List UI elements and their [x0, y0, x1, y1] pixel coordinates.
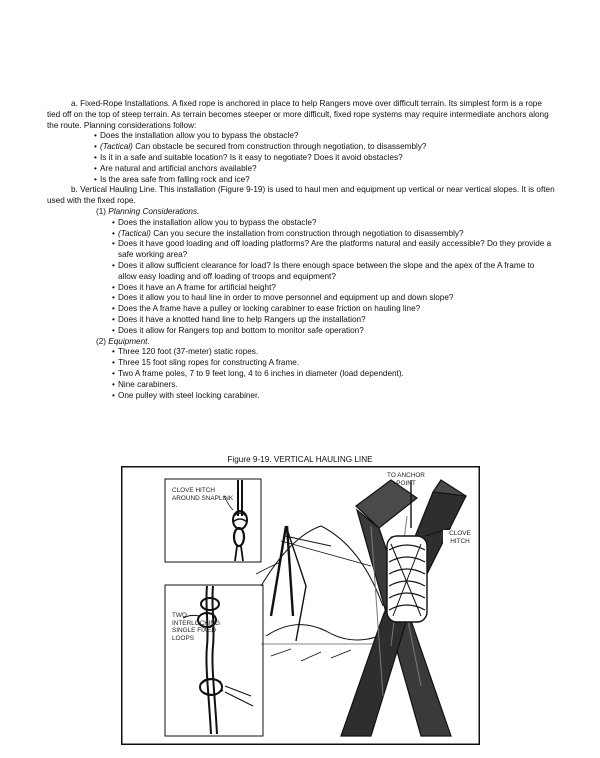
list-item: • Does it allow sufficient clearance for load? Is there enough space between the slope and the apex of the A frame to allow easy loading and off loading of troops and equipment? [112, 261, 555, 283]
section-a-bullets [47, 131, 555, 185]
list-item: • Two A frame poles, 7 to 9 feet long, 4 to 6 inches in diameter (load dependent). [112, 369, 555, 380]
label-clove-hitch-snaplink: CLOVE HITCH AROUND SNAPLINK [172, 487, 234, 502]
list-item: • (Tactical) Can obstacle be secured from construction through negotiation, to disassembly? [94, 142, 555, 153]
equipment-bullets [47, 347, 555, 401]
body-text [47, 99, 555, 401]
figure-caption: Figure 9-19. VERTICAL HAULING LINE [227, 455, 373, 464]
list-item: • Does it have an A frame for artificial height? [112, 283, 555, 294]
list-item: • Does the installation allow you to bypass the obstacle? [112, 218, 555, 229]
list-item: • Does the A frame have a pulley or locking carabiner to ease friction on hauling line? [112, 304, 555, 315]
list-item: • Are natural and artificial anchors available? [94, 164, 555, 175]
equipment-heading: (2) Equipment. [96, 336, 150, 346]
section-a-paragraph [47, 99, 555, 131]
list-item: • Does it have good loading and off loading platforms? Are the platforms natural and easily accessible? Do they provide a safe working area? [112, 239, 555, 261]
list-item: • (Tactical) Can you secure the installation from construction through negotiation to disassembly? [112, 229, 555, 240]
list-item: • Does it allow you to haul line in order to move personnel and equipment up and down slope? [112, 293, 555, 304]
label-anchor-point: TO ANCHOR POINT [387, 472, 425, 487]
list-item: • Does it allow for Rangers top and bottom to monitor safe operation? [112, 326, 555, 337]
list-item: • One pulley with steel locking carabiner. [112, 391, 555, 402]
inset-interlocking-loops [165, 585, 263, 736]
list-item: • Does the installation allow you to bypass the obstacle? [94, 131, 555, 142]
list-item: • Is it in a safe and suitable location? Is it easy to negotiate? Does it avoid obstacles? [94, 153, 555, 164]
planning-bullets [47, 218, 555, 337]
list-item: • Is the area safe from falling rock and ice? [94, 175, 555, 186]
figure-vertical-hauling-line [121, 466, 480, 745]
section-a-text: A fixed rope is anchored in place to help Rangers move over difficult terrain. Its simplest form is a rope tied off on the top of steep terrain. As terrain becomes steeper or more difficult, fixed rope systems may require intermediate anchors along the route. Planning considerations follow: [47, 99, 549, 130]
list-item: • Does it have a knotted hand line to help Rangers up the installation? [112, 315, 555, 326]
label-clove-hitch: CLOVE HITCH [443, 530, 477, 545]
list-item: • Three 120 foot (37-meter) static ropes. [112, 347, 555, 358]
section-a-label: a. Fixed-Rope Installations. [71, 99, 171, 108]
section-b-text: This installation (Figure 9-19) is used to haul men and equipment up vertical or near vertical slopes. It is often used with the fixed rope. [47, 185, 555, 206]
label-two-loops: TWO INTERLOCKING SINGLE FIXED LOOPS [172, 612, 220, 642]
list-item: • Three 15 foot sling ropes for constructing A frame. [112, 358, 555, 369]
section-b-paragraph [47, 185, 555, 207]
list-item: • Nine carabiners. [112, 380, 555, 391]
planning-heading: (1) Planning Considerations. [96, 206, 200, 216]
section-b-label: b. Vertical Hauling Line. [71, 185, 158, 195]
hauling-line-illustration [121, 466, 480, 745]
